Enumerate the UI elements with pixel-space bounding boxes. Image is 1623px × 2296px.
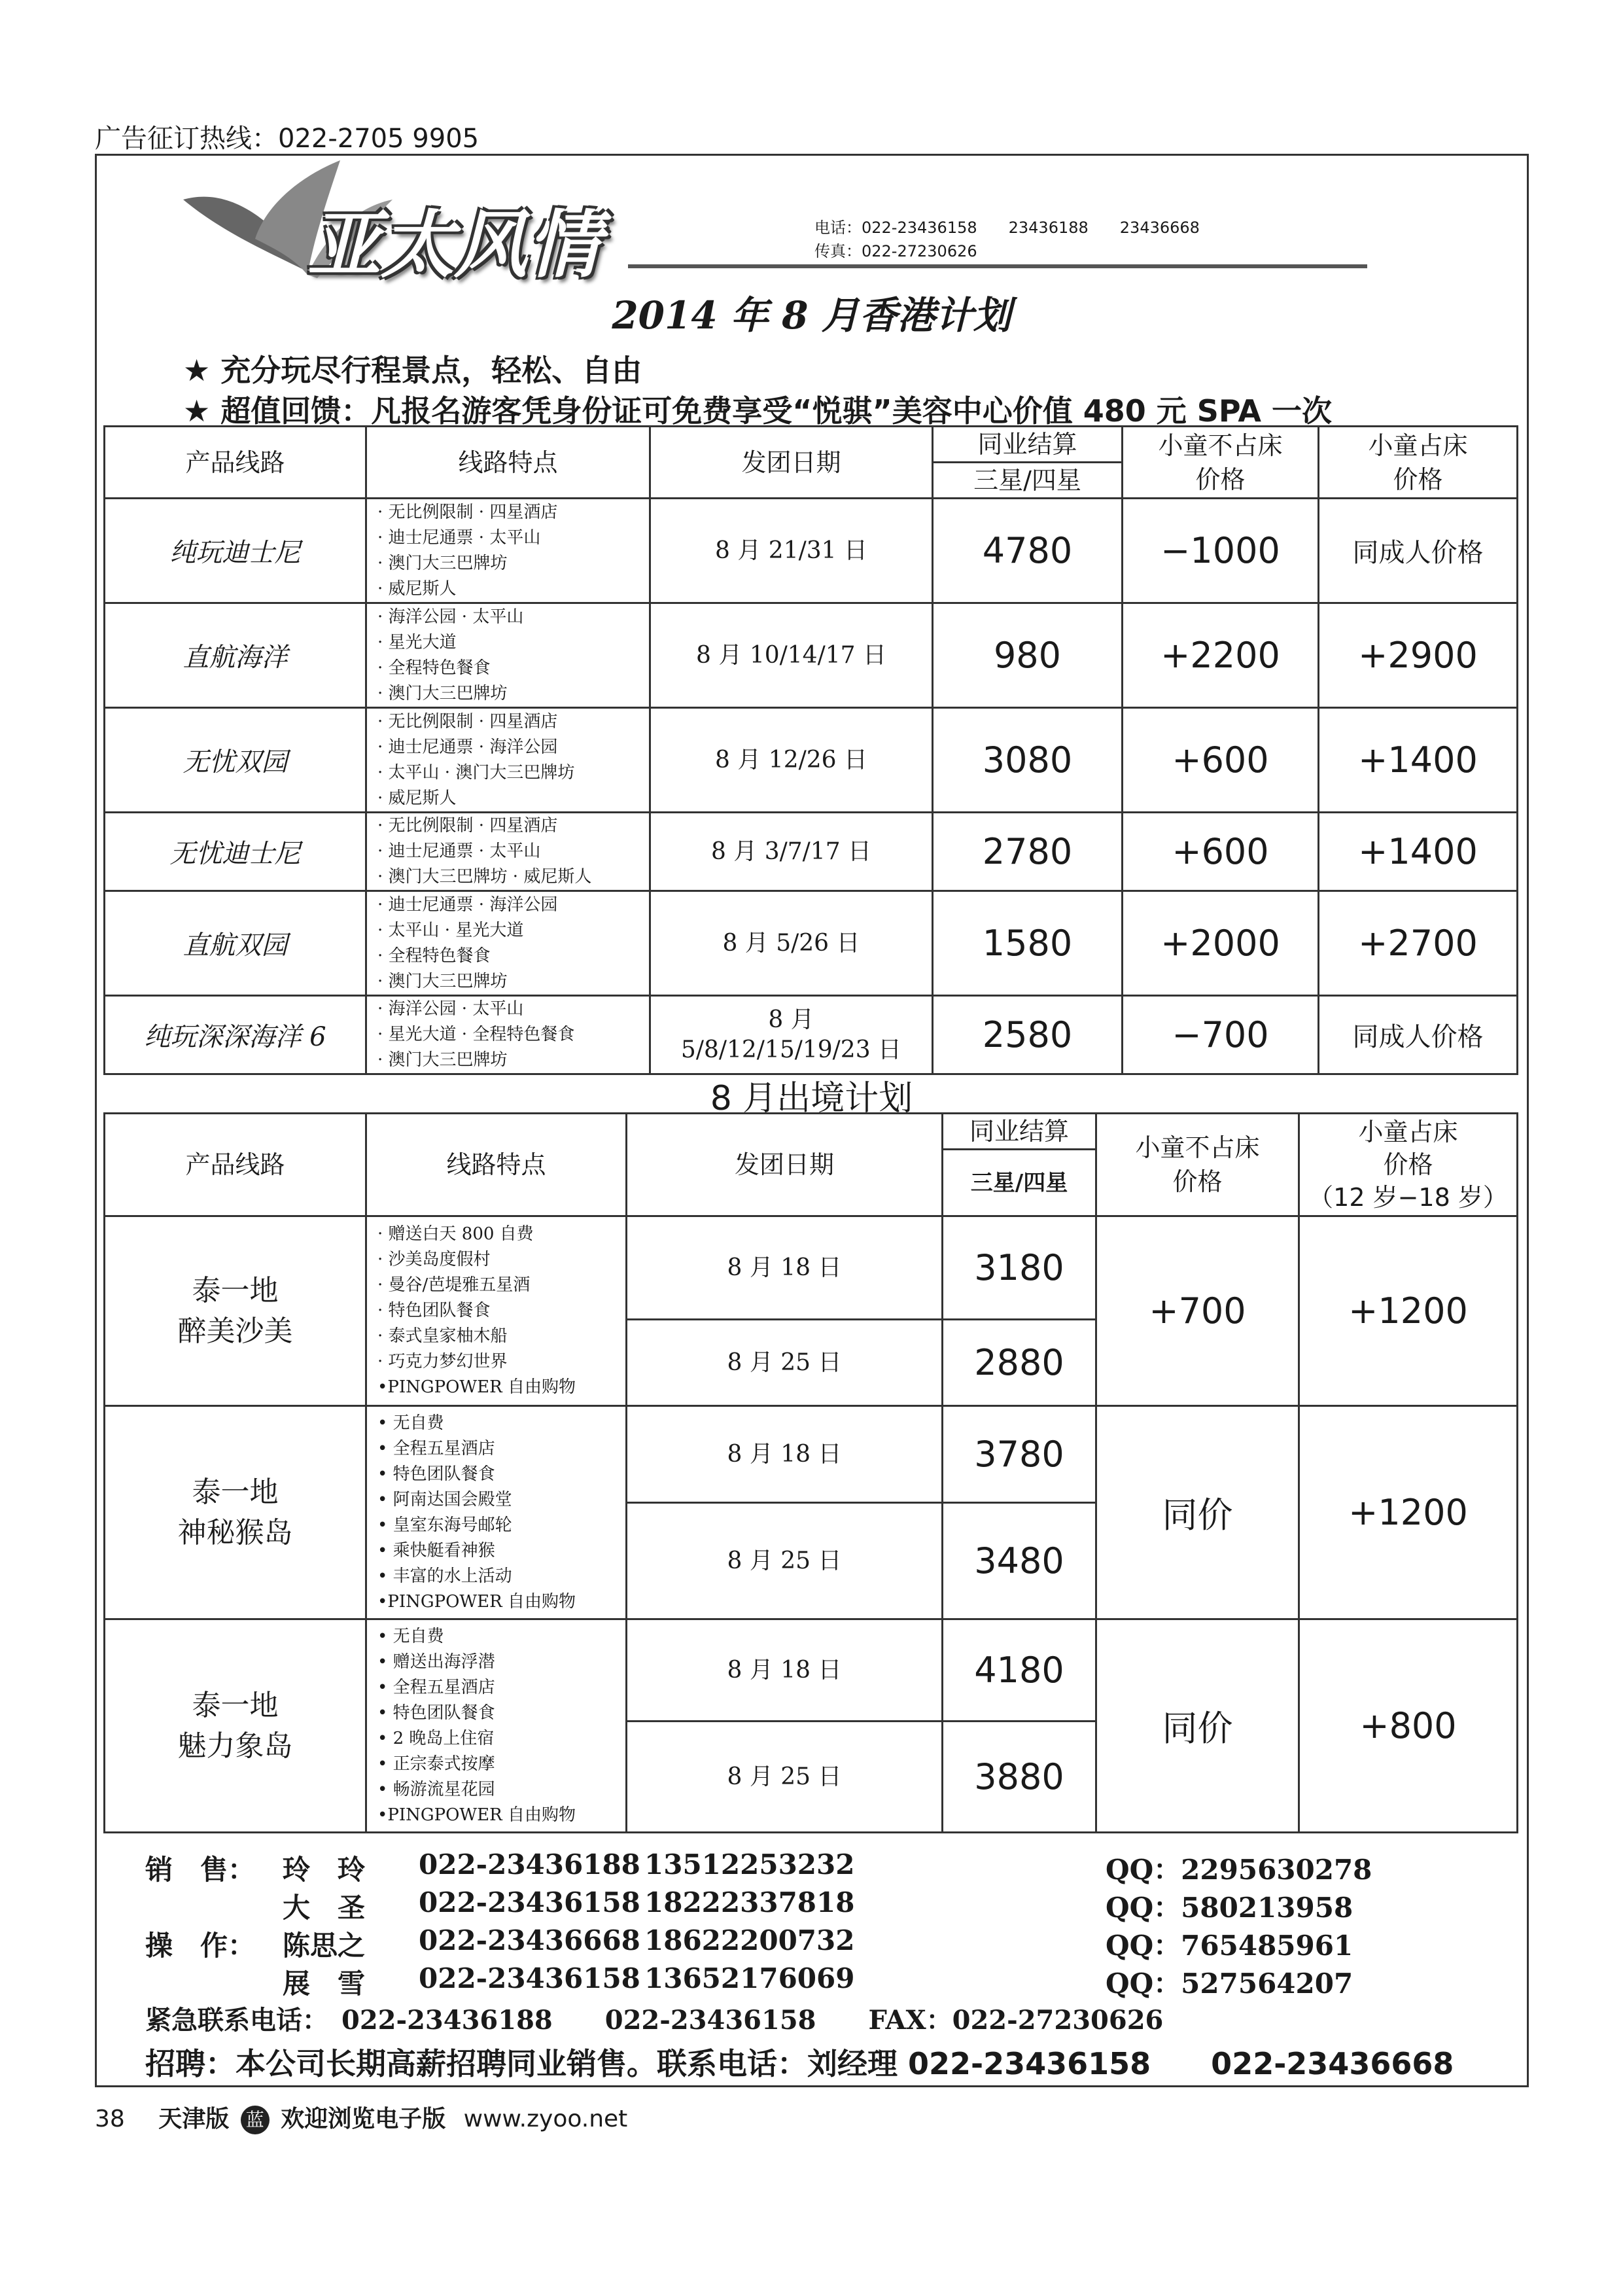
header-kid-no-bed: 小童不占床 价格 [1123,427,1319,499]
route-features: · 赠送白天 800 自费 · 沙美岛度假村 · 曼谷/芭堤雅五星酒 · 特色团队餐食 · 泰式皇家柚木船 · 巧克力梦幻世界 •PINGPOWER 自由购物 [366,1216,627,1406]
departure-date: 8 月 18 日 [627,1216,943,1320]
contact-name: 大 圣 [283,1892,366,1924]
departure-date: 8 月 25 日 [627,1320,943,1406]
departure-dates: 8 月 12/26 日 [650,708,933,813]
table-row [105,603,1518,708]
kid-bed-price: +1200 [1299,1216,1518,1406]
header-route: 产品线路 [105,1114,366,1216]
header-route: 产品线路 [105,427,366,499]
route-name: 纯玩深深海洋 6 [105,996,366,1074]
settle-price: 2880 [943,1320,1096,1406]
departure-date: 8 月 18 日 [627,1406,943,1503]
kid-no-bed-price: +2200 [1123,603,1319,708]
header-dates: 发团日期 [650,427,933,499]
route-name: 泰一地 魅力象岛 [105,1619,366,1833]
contact-qq: QQ：527564207 [1106,1968,1353,2000]
page-number: 38 [95,2106,125,2132]
kid-no-bed-price: +600 [1123,813,1319,891]
settle-price: 980 [933,603,1123,708]
promo-line: ★ 充分玩尽行程景点，轻松、自由 [183,353,642,388]
contact-qq: QQ：580213958 [1106,1892,1353,1924]
header-settle: 同业结算 [933,427,1123,463]
header-settle: 同业结算 [943,1114,1096,1150]
settle-price: 2780 [933,813,1123,891]
contact-tel: 022-23436158 [419,1962,640,1994]
departure-date: 8 月 25 日 [627,1503,943,1619]
settle-price: 2580 [933,996,1123,1074]
contact-mobile: 13512253232 [644,1848,855,1881]
header-kid-no-bed: 小童不占床 价格 [1096,1114,1299,1216]
header-kid-bed: 小童占床 价格 [1319,427,1518,499]
kid-no-bed-price: +2000 [1123,891,1319,996]
header-kid-bed: 小童占床 价格 （12 岁−18 岁） [1299,1114,1518,1216]
hk-plan-table [103,425,1518,1075]
header-settle-sub: 三星/四星 [943,1150,1096,1216]
route-features: • 无自费 • 赠送出海浮潜 • 全程五星酒店 • 特色团队餐食 • 2 晚岛上住宿 • 正宗泰式按摩 • 畅游流星花园 •PINGPOWER 自由购物 [366,1619,627,1833]
contact-fax: 传真：022-27230626 [814,242,977,260]
table-row [105,813,1518,891]
route-features: · 海洋公园 · 太平山 · 星光大道 · 全程特色餐食 · 澳门大三巴牌坊 [366,996,650,1074]
table-row [105,891,1518,996]
settle-price: 4180 [943,1619,1096,1722]
contact-name: 展 雪 [283,1968,366,2000]
route-name: 无忧双园 [105,708,366,813]
site-link[interactable]: www.zyoo.net [463,2106,628,2132]
route-features: · 无比例限制 · 四星酒店 · 迪士尼通票 · 太平山 · 澳门大三巴牌坊 · 威尼斯人 [366,813,650,891]
header-divider [628,264,1367,268]
departure-dates: 8 月 3/7/17 日 [650,813,933,891]
kid-bed-price: 同成人价格 [1319,996,1518,1074]
contact-tel: 022-23436158 [419,1886,640,1918]
welcome-text: 欢迎浏览电子版 [281,2106,446,2132]
settle-price: 3880 [943,1722,1096,1833]
logo-wordmark: 亚太风情 [307,202,601,288]
table-row [105,708,1518,813]
route-name: 纯玩迪士尼 [105,499,366,603]
kid-no-bed-price: 同价 [1096,1619,1299,1833]
kid-bed-price: +800 [1299,1619,1518,1833]
edition-label: 天津版 [158,2106,230,2132]
promo-line: ★ 超值回馈：凡报名游客凭身份证可免费享受“悦骐”美容中心价值 480 元 SPA 一次 [183,393,1333,429]
contact-mobile: 18622200732 [644,1924,855,1956]
outbound-title: 8 月出境计划 [710,1079,913,1118]
kid-bed-price: +1400 [1319,813,1518,891]
settle-price: 3180 [943,1216,1096,1320]
table-row [105,1406,1518,1503]
route-features: · 无比例限制 · 四星酒店 · 迪士尼通票 · 太平山 · 澳门大三巴牌坊 · 威尼斯人 [366,499,650,603]
kid-no-bed-price: −1000 [1123,499,1319,603]
contact-phone: 电话：022-23436158 23436188 23436668 [814,219,1200,237]
page-footer [95,2100,627,2134]
kid-no-bed-price: 同价 [1096,1406,1299,1619]
header-settle-sub: 三星/四星 [933,463,1123,499]
contact-tel: 022-23436188 [419,1848,640,1881]
header-features: 线路特点 [366,427,650,499]
outbound-plan-table [103,1112,1518,1833]
kid-no-bed-price: +700 [1096,1216,1299,1406]
edition-badge-icon: 蓝 [241,2106,270,2134]
kid-bed-price: +2900 [1319,603,1518,708]
departure-date: 8 月 25 日 [627,1722,943,1833]
route-features: · 无比例限制 · 四星酒店 · 迪士尼通票 · 海洋公园 · 太平山 · 澳门大三巴牌坊 · 威尼斯人 [366,708,650,813]
kid-no-bed-price: +600 [1123,708,1319,813]
table-row [105,1619,1518,1722]
emergency-contact: 紧急联系电话： 022-23436188 022-23436158 FAX：022-27230626 [145,2005,1164,2036]
table-row [105,996,1518,1074]
settle-price: 3780 [943,1406,1096,1503]
kid-bed-price: +1400 [1319,708,1518,813]
header-features: 线路特点 [366,1114,627,1216]
route-name: 无忧迪士尼 [105,813,366,891]
kid-no-bed-price: −700 [1123,996,1319,1074]
route-name: 直航海洋 [105,603,366,708]
route-name: 泰一地 神秘猴岛 [105,1406,366,1619]
table-row [105,499,1518,603]
departure-dates: 8 月 5/26 日 [650,891,933,996]
contact-qq: QQ：765485961 [1106,1930,1353,1962]
route-name: 直航双园 [105,891,366,996]
kid-bed-price: 同成人价格 [1319,499,1518,603]
contact-role: 销 售： [145,1854,256,1886]
route-features: · 迪士尼通票 · 海洋公园 · 太平山 · 星光大道 · 全程特色餐食 · 澳门大三巴牌坊 [366,891,650,996]
route-features: • 无自费 • 全程五星酒店 • 特色团队餐食 • 阿南达国会殿堂 • 皇室东海号邮轮 • 乘快艇看神猴 • 丰富的水上活动 •PINGPOWER 自由购物 [366,1406,627,1619]
recruit-notice: 招聘：本公司长期高薪招聘同业销售。联系电话：刘经理 022-23436158 022-23436668 [145,2046,1454,2081]
kid-bed-price: +2700 [1319,891,1518,996]
contact-tel: 022-23436668 [419,1924,640,1956]
header-dates: 发团日期 [627,1114,943,1216]
contact-name: 玲 玲 [283,1854,366,1886]
departure-date: 8 月 18 日 [627,1619,943,1722]
contact-role: 操 作： [145,1930,256,1962]
departure-dates: 8 月 5/8/12/15/19/23 日 [650,996,933,1074]
route-features: · 海洋公园 · 太平山 · 星光大道 · 全程特色餐食 · 澳门大三巴牌坊 [366,603,650,708]
contact-mobile: 18222337818 [644,1886,855,1918]
settle-price: 4780 [933,499,1123,603]
ad-hotline: 广告征订热线：022-2705 9905 [95,124,480,154]
settle-price: 3480 [943,1503,1096,1619]
contact-qq: QQ：2295630278 [1106,1854,1372,1886]
departure-dates: 8 月 21/31 日 [650,499,933,603]
table-row [105,1216,1518,1320]
settle-price: 3080 [933,708,1123,813]
route-name: 泰一地 醉美沙美 [105,1216,366,1406]
contact-mobile: 13652176069 [644,1962,855,1994]
contact-name: 陈思之 [283,1930,366,1962]
settle-price: 1580 [933,891,1123,996]
departure-dates: 8 月 10/14/17 日 [650,603,933,708]
plan-title: 2014 年 8 月香港计划 [612,293,1011,338]
kid-bed-price: +1200 [1299,1406,1518,1619]
